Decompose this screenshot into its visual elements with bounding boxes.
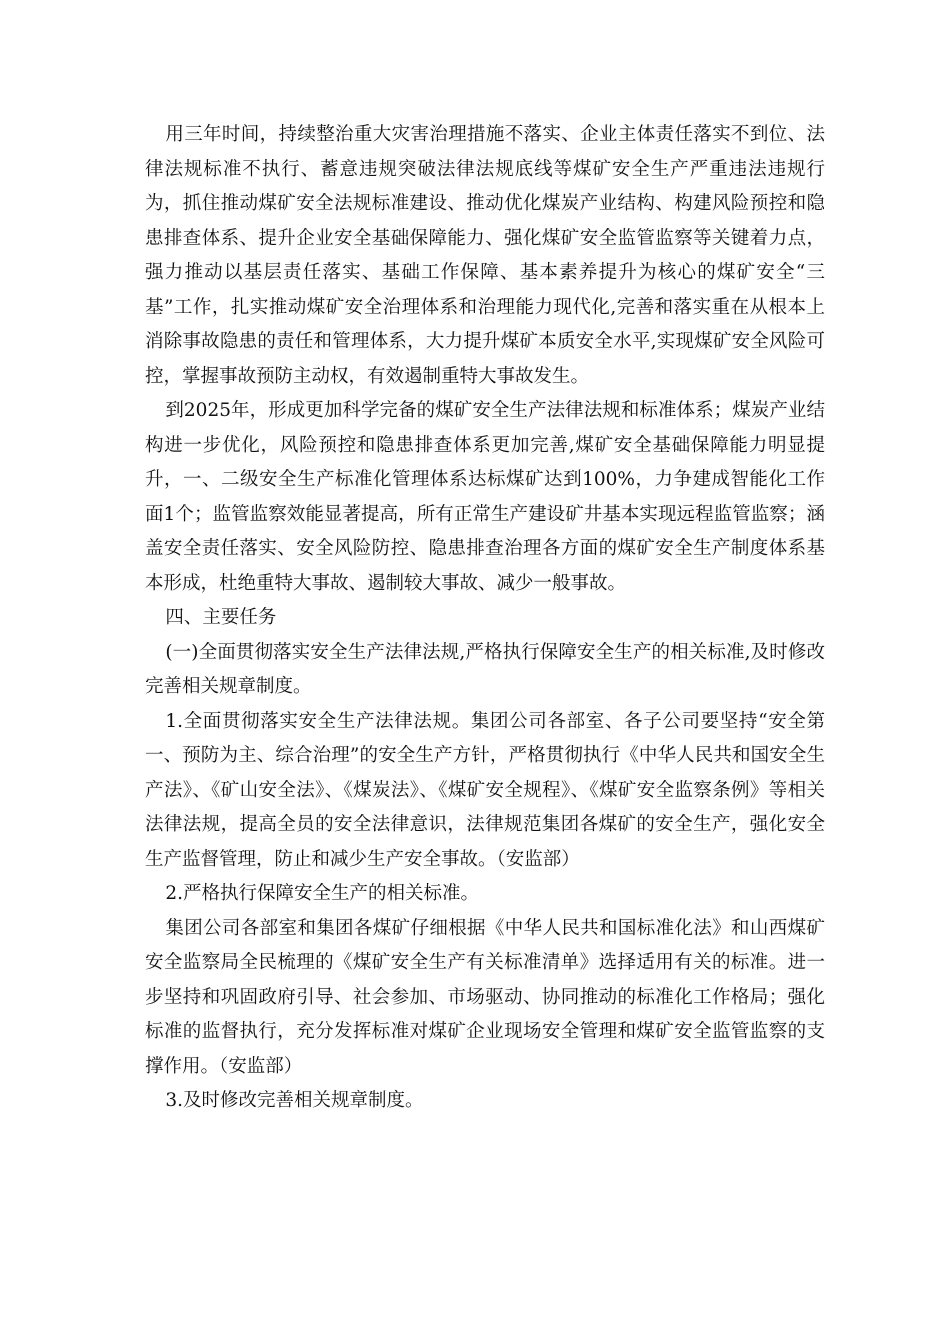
paragraph-item-3-heading: 3.及时修改完善相关规章制度。 bbox=[165, 1090, 424, 1111]
subsection-heading-1: (一)全面贯彻落实安全生产法律法规,严格执行保障安全生产的相关标准,及时修改完善相关规章制度。 bbox=[145, 641, 825, 697]
section-heading-main-tasks: 四、主要任务 bbox=[165, 607, 277, 628]
paragraph-goals-three-years: 用三年时间，持续整治重大灾害治理措施不落实、企业主体责任落实不到位、法律法规标准不执行、蓄意违规突破法律法规底线等煤矿安全生产严重违法违规行为，抓住推动煤矿安全法规标准建设、推动优化煤炭产业结构、构建风险预控和隐患排查体系、提升企业安全基础保障能力、强化煤矿安全监管监察等关键着力点，强力推动以基层责任落实、基础工作保障、基本素养提升为核心的煤矿安全“三基”工作，扎实推动煤矿安全治理体系和治理能力现代化,完善和落实重在从根本上消除事故隐患的责任和管理体系，大力提升煤矿本质安全水平,实现煤矿安全风险可控，掌握事故预防主动权，有效遏制重特大事故发生。 bbox=[145, 124, 825, 387]
document-body bbox=[145, 118, 825, 1119]
paragraph-item-2-heading: 2.严格执行保障安全生产的相关标准。 bbox=[165, 883, 479, 904]
paragraph-item-2-body: 集团公司各部室和集团各煤矿仔细根据《中华人民共和国标准化法》和山西煤矿安全监察局全民梳理的《煤矿安全生产有关标准清单》选择适用有关的标准。进一步坚持和巩固政府引导、社会参加、市场驱动、协同推动的标准化工作格局；强化标准的监督执行，充分发挥标准对煤矿企业现场安全管理和煤矿安全监管监察的支撑作用。（安监部） bbox=[145, 917, 825, 1077]
paragraph-item-1: 1.全面贯彻落实安全生产法律法规。集团公司各部室、各子公司要坚持“安全第一、预防为主、综合治理”的安全生产方针，严格贯彻执行《中华人民共和国安全生产法》、《矿山安全法》、《煤炭法》、《煤矿安全规程》、《煤矿安全监察条例》等相关法律法规，提高全员的安全法律意识，法律规范集团各煤矿的安全生产，强化安全生产监督管理，防止和减少生产安全事故。（安监部） bbox=[145, 710, 825, 870]
paragraph-goals-2025: 到2025年，形成更加科学完备的煤矿安全生产法律法规和标准体系；煤炭产业结构进一步优化，风险预控和隐患排查体系更加完善,煤矿安全基础保障能力明显提升，一、二级安全生产标准化管理体系达标煤矿达到100%，力争建成智能化工作面1个；监管监察效能显著提高，所有正常生产建设矿井基本实现远程监管监察；涵盖安全责任落实、安全风险防控、隐患排查治理各方面的煤矿安全生产制度体系基本形成，杜绝重特大事故、遏制较大事故、减少一般事故。 bbox=[145, 400, 825, 594]
